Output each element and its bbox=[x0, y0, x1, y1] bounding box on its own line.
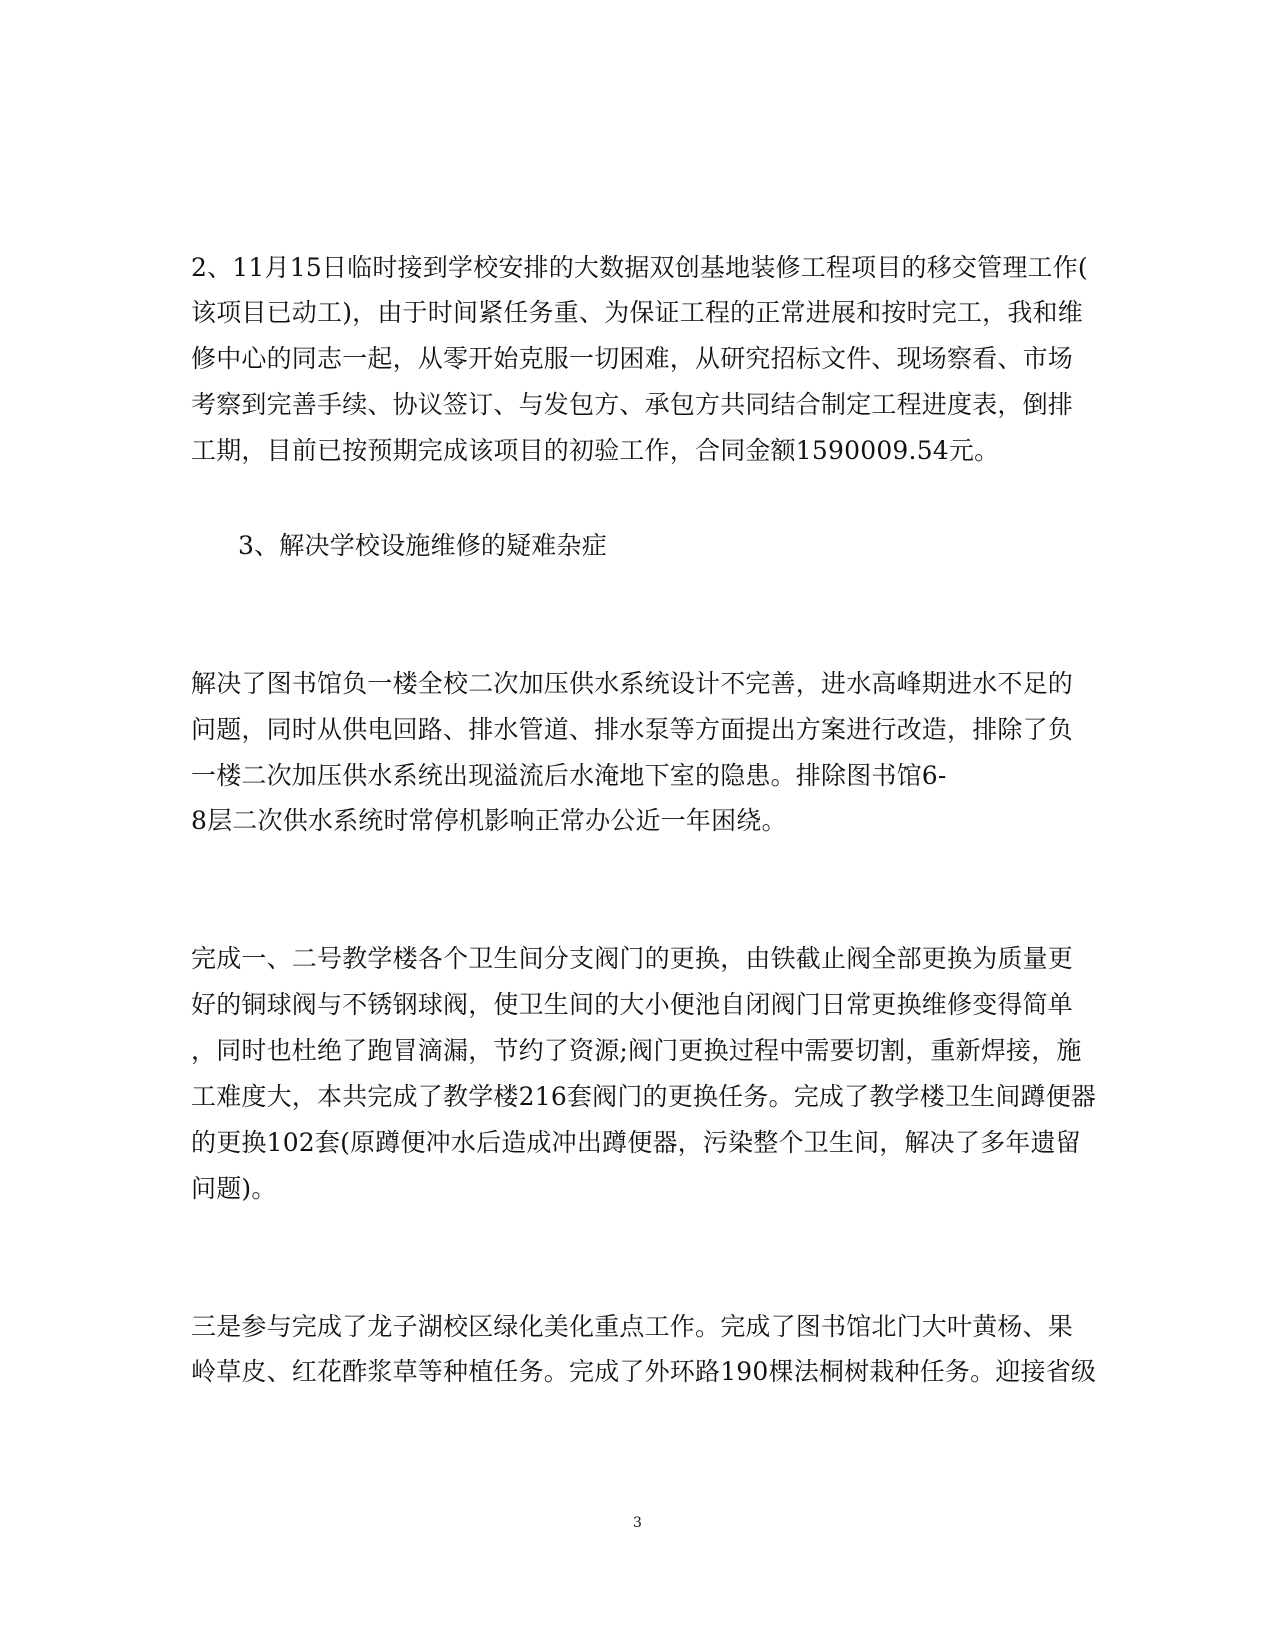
paragraph-valves-line-2: 好的铜球阀与不锈钢球阀，使卫生间的大小便池自闭阀门日常更换维修变得简单 bbox=[191, 990, 1074, 1019]
paragraph-2-line-4: 考察到完善手续、协议签订、与发包方、承包方共同结合制定工程进度表，倒排 bbox=[191, 390, 1074, 419]
paragraph-greening-line-1: 三是参与完成了龙子湖校区绿化美化重点工作。完成了图书馆北门大叶黄杨、果 bbox=[191, 1312, 1074, 1341]
section-heading-3: 3、解决学校设施维修的疑难杂症 bbox=[238, 531, 607, 560]
paragraph-2-line-1: 2、11月15日临时接到学校安排的大数据双创基地装修工程项目的移交管理工作( bbox=[191, 253, 1088, 282]
paragraph-greening-line-2: 岭草皮、红花酢浆草等种植任务。完成了外环路190棵法桐树栽种任务。迎接省级 bbox=[191, 1357, 1097, 1386]
paragraph-valves-line-4: 工难度大，本共完成了教学楼216套阀门的更换任务。完成了教学楼卫生间蹲便器 bbox=[191, 1082, 1097, 1111]
paragraph-valves-line-5: 的更换102套(原蹲便冲水后造成冲出蹲便器，污染整个卫生间，解决了多年遗留 bbox=[191, 1128, 1081, 1157]
paragraph-library-line-1: 解决了图书馆负一楼全校二次加压供水系统设计不完善，进水高峰期进水不足的 bbox=[191, 669, 1074, 698]
paragraph-2-line-3: 修中心的同志一起，从零开始克服一切困难，从研究招标文件、现场察看、市场 bbox=[191, 344, 1074, 373]
paragraph-2-line-5: 工期，目前已按预期完成该项目的初验工作，合同金额1590009.54元。 bbox=[191, 436, 1000, 465]
paragraph-library-line-4: 8层二次供水系统时常停机影响正常办公近一年困绕。 bbox=[191, 806, 787, 835]
paragraph-valves-line-1: 完成一、二号教学楼各个卫生间分支阀门的更换，由铁截止阀全部更换为质量更 bbox=[191, 944, 1074, 973]
paragraph-valves-line-3: ，同时也杜绝了跑冒滴漏，节约了资源;阀门更换过程中需要切割，重新焊接，施 bbox=[191, 1036, 1082, 1065]
paragraph-valves-line-6: 问题)。 bbox=[191, 1174, 277, 1203]
paragraph-library-line-3: 一楼二次加压供水系统出现溢流后水淹地下室的隐患。排除图书馆6- bbox=[191, 761, 947, 790]
paragraph-library-line-2: 问题，同时从供电回路、排水管道、排水泵等方面提出方案进行改造，排除了负 bbox=[191, 715, 1074, 744]
page-number: 3 bbox=[633, 1515, 642, 1531]
paragraph-2-line-2: 该项目已动工)，由于时间紧任务重、为保证工程的正常进展和按时完工，我和维 bbox=[191, 298, 1083, 327]
